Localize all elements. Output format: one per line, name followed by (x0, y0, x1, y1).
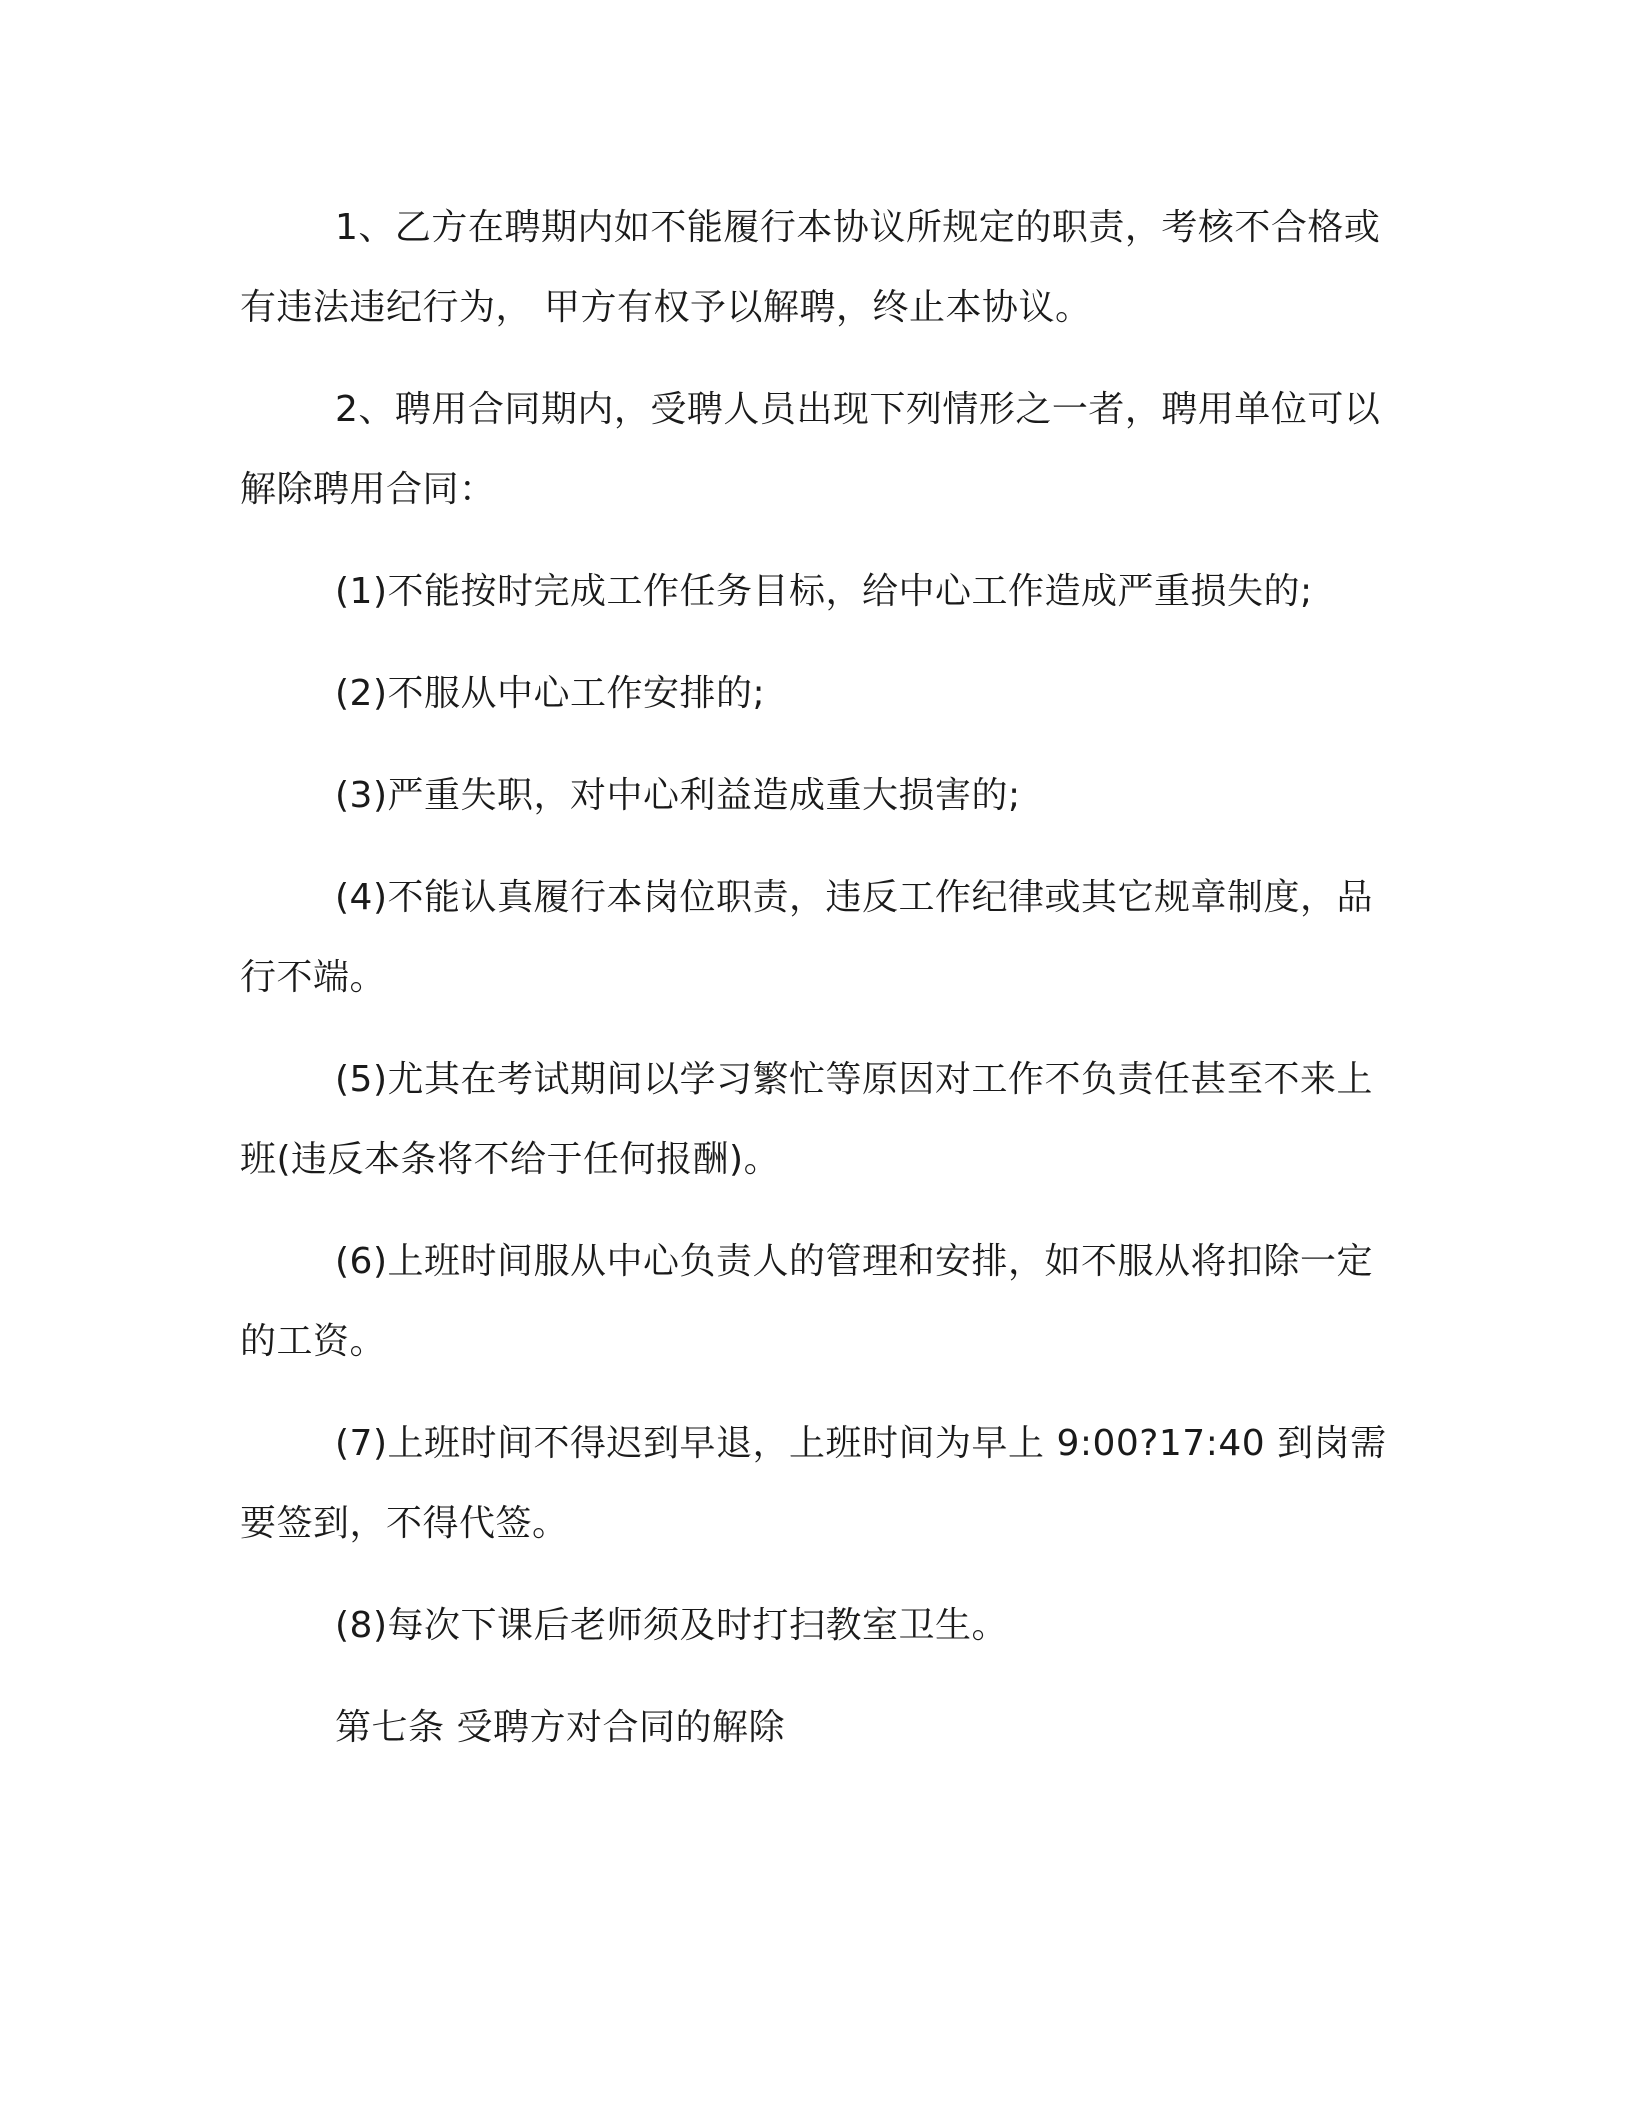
paragraph-item-2: (2)不服从中心工作安排的; (335, 673, 766, 714)
paragraph-item-7: (7)上班时间不得迟到早退，上班时间为早上 9:00?17:40 到岗需要签到，不得代签。 (240, 1423, 1387, 1544)
paragraph-item-6: (6)上班时间服从中心负责人的管理和安排，如不服从将扣除一定的工资。 (240, 1241, 1373, 1362)
paragraph-item-4: (4)不能认真履行本岗位职责，违反工作纪律或其它规章制度，品行不端。 (240, 877, 1373, 998)
section-heading-article-7: 第七条 受聘方对合同的解除 (335, 1707, 785, 1748)
paragraph-item-3: (3)严重失职，对中心利益造成重大损害的; (335, 775, 1021, 816)
paragraph-clause-2: 2、聘用合同期内，受聘人员出现下列情形之一者，聘用单位可以解除聘用合同： (240, 389, 1381, 510)
paragraph-item-1: (1)不能按时完成工作任务目标，给中心工作造成严重损失的; (335, 571, 1313, 612)
paragraph-item-8: (8)每次下课后老师须及时打扫教室卫生。 (335, 1605, 1008, 1646)
paragraph-clause-1: 1、乙方在聘期内如不能履行本协议所规定的职责，考核不合格或有违法违纪行为， 甲方有权予以解聘，终止本协议。 (240, 207, 1381, 328)
document-body (240, 188, 1390, 1790)
paragraph-item-5: (5)尤其在考试期间以学习繁忙等原因对工作不负责任甚至不来上班(违反本条将不给于任何报酬)。 (240, 1059, 1373, 1180)
